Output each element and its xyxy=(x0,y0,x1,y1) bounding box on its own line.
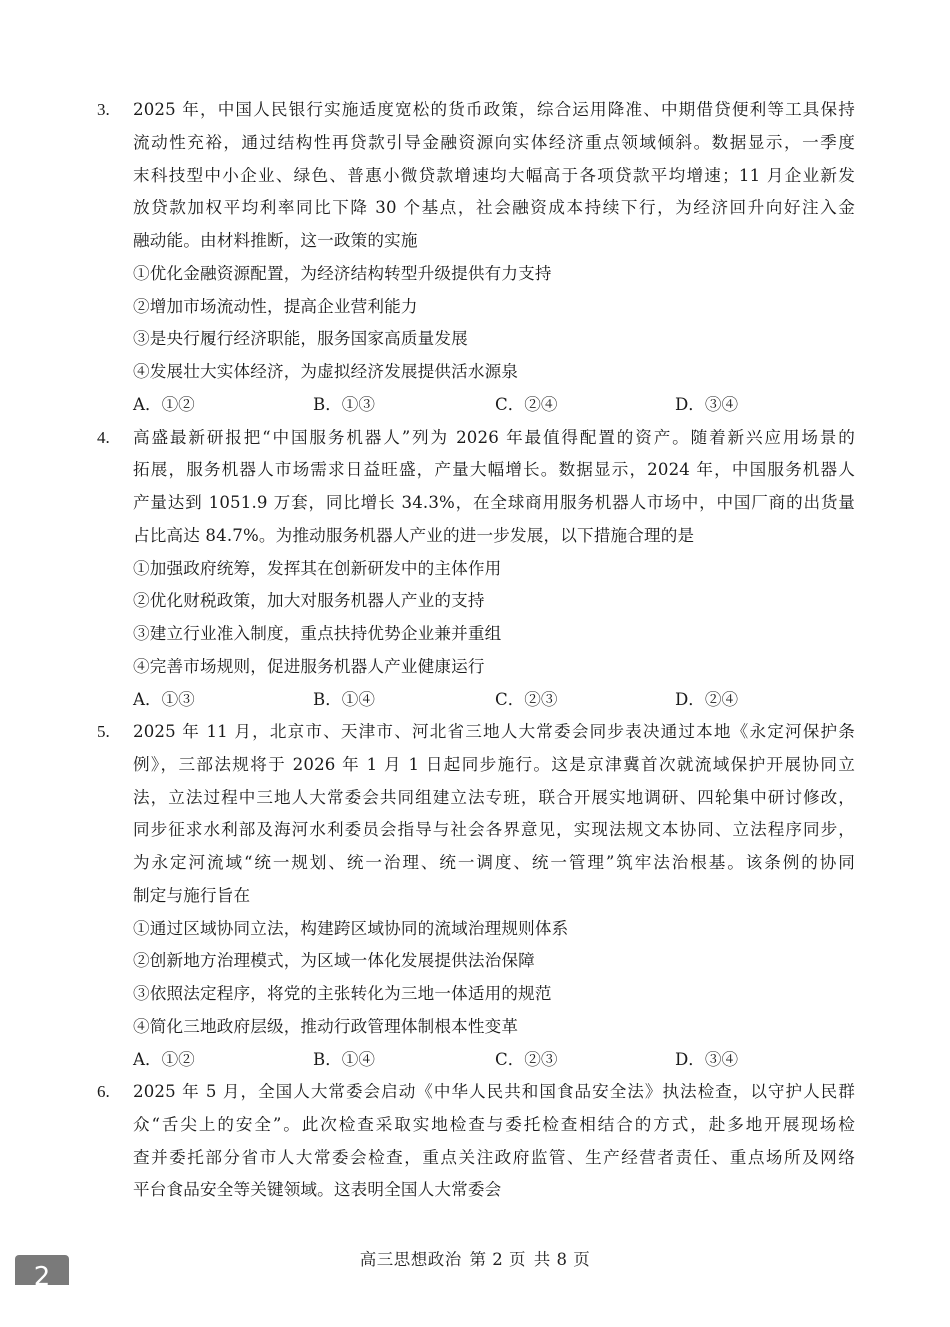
stem-line: 同步征求水利部及海河水利委员会指导与社会各界意见，实现法规文本协同、立法程序同步， xyxy=(133,820,855,840)
stem-line: 产量达到 1051.9 万套，同比增长 34.3%，在全球商用服务机器人市场中，中国厂商的出货量 xyxy=(133,493,855,512)
option-1: ①优化金融资源配置，为经济结构转型升级提供有力支持 xyxy=(133,263,552,283)
option-2: ②创新地方治理模式，为区域一体化发展提供法治保障 xyxy=(133,951,535,971)
answer-choices xyxy=(133,1044,855,1077)
stem-line: 末科技型中小企业、绿色、普惠小微贷款增速均大幅高于各项贷款平均增速；11 月企业新发 xyxy=(133,165,855,185)
option-4: ④简化三地政府层级，推动行政管理体制根本性变革 xyxy=(133,1016,519,1036)
answer-c: C．②④ xyxy=(495,394,558,414)
answer-a: A．①② xyxy=(133,394,195,414)
answer-a: A．①③ xyxy=(133,689,195,709)
answer-d: D．③④ xyxy=(675,1049,739,1069)
stem-line: 法，立法过程中三地人大常委会共同组建立法专班，联合开展实地调研、四轮集中研讨修改， xyxy=(133,787,855,807)
footer-subject: 高三思想政治 xyxy=(359,1250,462,1269)
answer-b: B．①③ xyxy=(313,394,375,414)
stem-line: 制定与施行旨在 xyxy=(133,885,251,905)
answer-a: A．①② xyxy=(133,1049,195,1069)
question-body xyxy=(133,94,855,422)
stem-line: 查并委托部分省市人大常委会检查，重点关注政府监管、生产经营者责任、重点场所及网络 xyxy=(133,1147,855,1167)
option-3: ③建立行业准入制度，重点扶持优势企业兼并重组 xyxy=(133,624,502,643)
stem-line: 放贷款加权平均利率同比下降 30 个基点，社会融资成本持续下行，为经济回升向好注入金 xyxy=(133,198,855,218)
option-4: ④完善市场规则，促进服务机器人产业健康运行 xyxy=(133,656,485,676)
answer-d: D．②④ xyxy=(675,689,739,709)
stem-line: 2025 年 11 月，北京市、天津市、河北省三地人大常委会同步表决通过本地《永定河保护条 xyxy=(133,722,855,741)
option-3: ③依照法定程序，将党的主张转化为三地一体适用的规范 xyxy=(133,984,552,1003)
stem-line: 众“舌尖上的安全”。此次检查采取实地检查与委托检查相结合的方式，赴多地开展现场检 xyxy=(133,1114,855,1134)
option-3: ③是央行履行经济职能，服务国家高质量发展 xyxy=(133,329,468,349)
question-body xyxy=(133,1076,855,1207)
stem-line: 平台食品安全等关键领域。这表明全国人大常委会 xyxy=(133,1180,502,1200)
stem-line: 占比高达 84.7%。为推动服务机器人产业的进一步发展，以下措施合理的是 xyxy=(133,525,695,545)
question-number: 3. xyxy=(97,100,110,119)
question-number: 4. xyxy=(97,427,110,447)
page-footer xyxy=(0,1246,950,1274)
footer-page-label: 第 2 页 xyxy=(469,1250,526,1269)
page-number-badge[interactable] xyxy=(15,1255,69,1285)
answer-b: B．①④ xyxy=(313,1049,375,1069)
question-body xyxy=(133,716,855,1076)
option-1: ①通过区域协同立法，构建跨区域协同的流域治理规则体系 xyxy=(133,918,569,938)
option-2: ②优化财税政策，加大对服务机器人产业的支持 xyxy=(133,591,485,611)
stem-line: 高盛最新研报把“中国服务机器人”列为 2026 年最值得配置的资产。随着新兴应用场景的 xyxy=(133,427,855,447)
stem-line: 例》，三部法规将于 2026 年 1 月 1 日起同步施行。这是京津冀首次就流域保护开展协同立 xyxy=(133,754,855,774)
stem-line: 2025 年 5 月，全国人大常委会启动《中华人民共和国食品安全法》执法检查，以守护人民群 xyxy=(133,1082,855,1101)
stem-line: 为永定河流域“统一规划、统一治理、统一调度、统一管理”筑牢法治根基。该条例的协同 xyxy=(133,853,855,872)
question-body xyxy=(133,422,855,717)
answer-c: C．②③ xyxy=(495,1049,558,1069)
option-1: ①加强政府统筹，发挥其在创新研发中的主体作用 xyxy=(133,558,502,578)
stem-line: 2025 年，中国人民银行实施适度宽松的货币政策，综合运用降准、中期借贷便利等工具保持 xyxy=(133,100,855,119)
footer-total-label: 共 8 页 xyxy=(533,1250,591,1269)
answer-choices xyxy=(133,389,855,422)
option-4: ④发展壮大实体经济，为虚拟经济发展提供活水源泉 xyxy=(133,362,519,381)
answer-choices xyxy=(133,684,855,717)
question-number: 6. xyxy=(97,1082,110,1101)
option-2: ②增加市场流动性，提高企业营利能力 xyxy=(133,296,418,316)
question-number: 5. xyxy=(97,722,110,741)
stem-line: 拓展，服务机器人市场需求日益旺盛，产量大幅增长。数据显示，2024 年，中国服务机器人 xyxy=(133,460,855,480)
stem-line: 流动性充裕，通过结构性再贷款引导金融资源向实体经济重点领域倾斜。数据显示，一季度 xyxy=(133,132,855,152)
stem-line: 融动能。由材料推断，这一政策的实施 xyxy=(133,231,418,250)
answer-b: B．①④ xyxy=(313,689,375,709)
answer-d: D．③④ xyxy=(675,394,739,414)
answer-c: C．②③ xyxy=(495,689,558,709)
page-badge-number: 2 xyxy=(33,1262,51,1285)
